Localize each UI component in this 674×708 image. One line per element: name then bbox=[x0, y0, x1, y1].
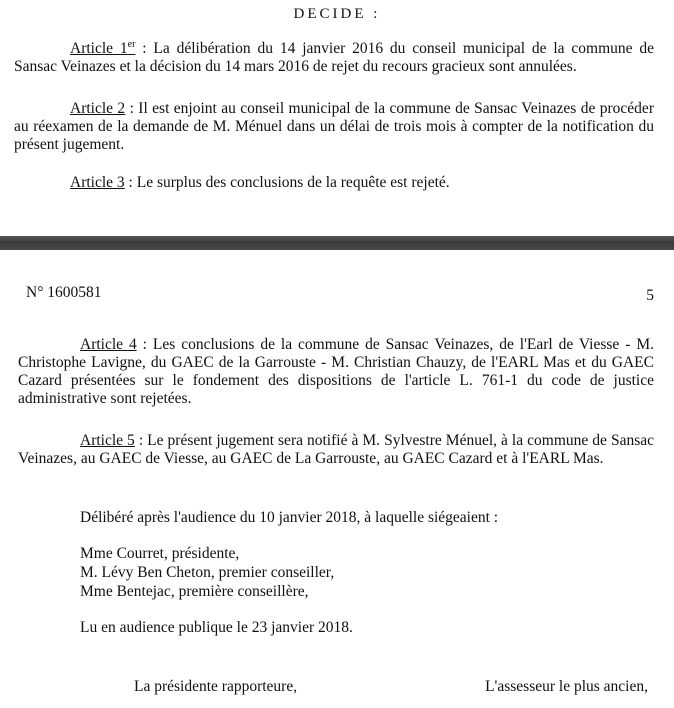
article-1 bbox=[14, 40, 654, 76]
document-number: N° 1600581 bbox=[26, 284, 102, 301]
article-1-label: Article 1er bbox=[70, 38, 136, 57]
page-5-top bbox=[0, 250, 674, 708]
member-2: M. Lévy Ben Cheton, premier conseiller, bbox=[80, 564, 335, 581]
article-4-text: : Les conclusions de la commune de Sansac Veinazes, de l'Earl de Viesse - M. Christophe Lavigne, du GAEC de la Garrouste - M. Christian Chauzy, de l'EARL Mas et du GAEC Cazard présentées sur le fondement des dispositions de l'article L. 761-1 du code de justice administrative sont rejetées. bbox=[18, 336, 654, 407]
page-4-bottom bbox=[0, 0, 674, 236]
hearing-line: Lu en audience publique le 23 janvier 2018. bbox=[80, 619, 353, 636]
member-1: Mme Courret, présidente, bbox=[80, 545, 240, 562]
signature-right: L'assesseur le plus ancien, bbox=[485, 678, 648, 695]
article-2 bbox=[14, 100, 654, 154]
article-2-label: Article 2 bbox=[70, 100, 126, 117]
page-number: 5 bbox=[646, 287, 654, 304]
decide-heading: DECIDE : bbox=[293, 6, 381, 22]
article-5-label: Article 5 bbox=[80, 432, 135, 449]
article-4-label: Article 4 bbox=[80, 336, 137, 353]
page-break-bar bbox=[0, 236, 674, 250]
article-1-text: : La délibération du 14 janvier 2016 du conseil municipal de la commune de Sansac Veinazes et la décision du 14 mars 2016 de rejet du recours gracieux sont annulées. bbox=[14, 40, 654, 75]
article-5 bbox=[18, 432, 654, 468]
article-3-label: Article 3 bbox=[70, 174, 125, 191]
deliberation-line: Délibéré après l'audience du 10 janvier 2018, à laquelle siégeaient : bbox=[80, 509, 499, 526]
article-3 bbox=[14, 174, 654, 192]
article-2-text: : Il est enjoint au conseil municipal de la commune de Sansac Veinazes de procéder au réexamen de la demande de M. Ménuel dans un délai de trois mois à compter de la notification du présent jugement. bbox=[14, 100, 654, 153]
article-3-text: : Le surplus des conclusions de la requête est rejeté. bbox=[124, 174, 450, 191]
article-4 bbox=[18, 336, 654, 408]
article-5-text: : Le présent jugement sera notifié à M. Sylvestre Ménuel, à la commune de Sansac Veinazes, au GAEC de Viesse, au GAEC de La Garrouste, au GAEC Cazard et à l'EARL Mas. bbox=[18, 432, 654, 467]
member-3: Mme Bentejac, première conseillère, bbox=[80, 583, 309, 600]
signature-left: La présidente rapporteure, bbox=[134, 678, 298, 695]
